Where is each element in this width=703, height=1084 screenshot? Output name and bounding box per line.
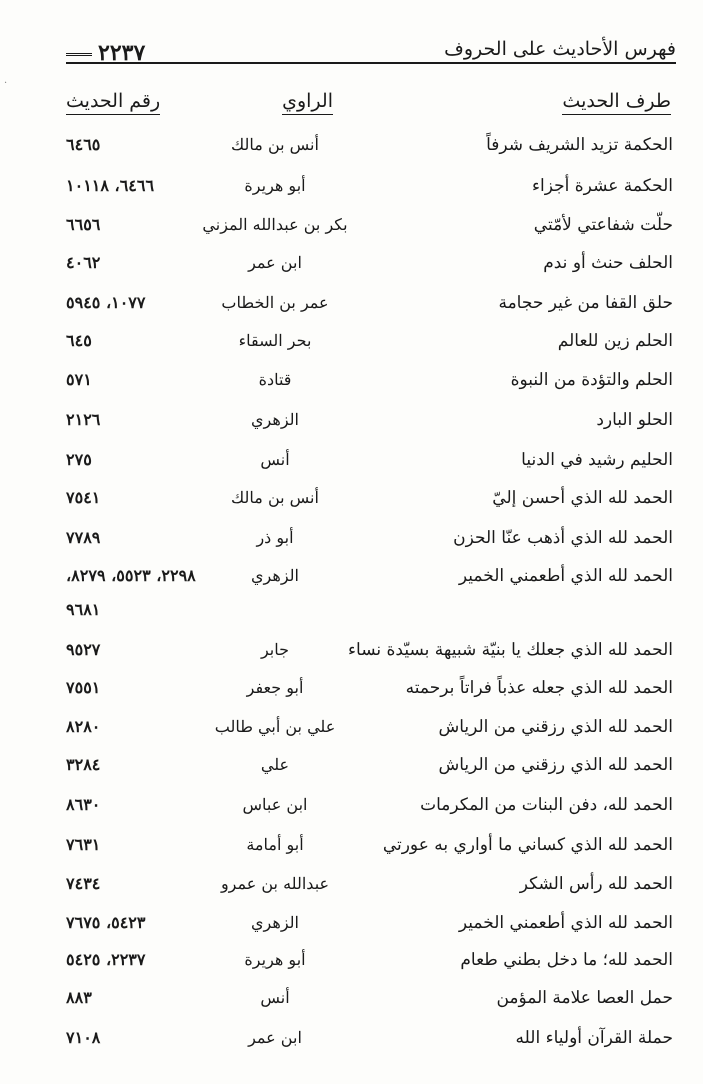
number-cell: ٢١٢٦ (66, 410, 101, 429)
table-row (0, 253, 703, 283)
table-row (0, 717, 703, 747)
number-cell: ٦٦٥٦ (66, 215, 101, 234)
hadith-cell: الحلم والتؤدة من النبوة (510, 370, 673, 390)
table-row (0, 600, 703, 630)
hadith-cell: الحمد لله الذي أحسن إليّ (492, 488, 673, 508)
page-number-text: ٢٢٣٧ (98, 40, 146, 66)
hadith-cell: الحمد لله، دفن البنات من المكرمات (420, 795, 673, 815)
number-cell: ٧٥٥١ (66, 678, 101, 697)
hadith-cell: الحمد لله الذي جعلك يا بنيّة شبيهة بسيّدة نساء (348, 640, 673, 660)
hadith-cell: الحكمة عشرة أجزاء (532, 176, 673, 196)
number-cell: ٧٤٣٤ (66, 874, 101, 893)
table-row (0, 215, 703, 245)
number-cell: ٧١٠٨ (66, 1028, 101, 1047)
narrator-cell: أبو جعفر (246, 678, 304, 697)
number-cell: ٧٦٣١ (66, 835, 101, 854)
number-cell: ٤٠٦٢ (66, 253, 101, 272)
hadith-cell: الحمد لله الذي أذهب عنّا الحزن (453, 528, 673, 548)
table-row (0, 795, 703, 825)
table-row (0, 755, 703, 785)
hadith-cell: الحمد لله الذي كساني ما أواري به عورتي (382, 835, 673, 855)
hadith-cell: الحكمة تزيد الشريف شرفاً (486, 135, 673, 155)
narrator-cell: أبو هريرة (244, 176, 306, 195)
narrator-cell: الزهري (251, 410, 299, 429)
number-cell: ٢٢٣٧، ٥٤٢٥ (66, 950, 146, 969)
table-row (0, 988, 703, 1018)
hadith-cell: الحمد لله الذي رزقني من الرياش (438, 755, 673, 775)
table-row (0, 950, 703, 980)
table-row (0, 640, 703, 670)
narrator-cell: أبو أمامة (246, 835, 304, 854)
column-header-number: رقم الحديث (66, 90, 160, 115)
narrator-cell: علي بن أبي طالب (214, 717, 336, 736)
number-cell: ٨٨٣ (66, 988, 92, 1007)
narrator-cell: جابر (260, 640, 290, 659)
hadith-cell: الحمد لله؛ ما دخل بطني طعام (460, 950, 673, 970)
hadith-cell: حلق القفا من غير حجامة (498, 293, 673, 313)
narrator-cell: أنس (260, 988, 290, 1007)
table-row (0, 566, 703, 596)
number-cell: ٨٢٨٠ (66, 717, 101, 736)
table-row (0, 835, 703, 865)
narrator-cell: الزهري (251, 566, 299, 585)
number-cell: ٧٧٨٩ (66, 528, 101, 547)
table-row (0, 410, 703, 440)
hadith-cell: الحمد لله الذي رزقني من الرياش (438, 717, 673, 737)
narrator-cell: أبو هريرة (244, 950, 306, 969)
page-number-rule (66, 53, 92, 56)
narrator-cell: أنس بن مالك (231, 488, 319, 507)
hadith-cell: الحمد لله الذي أطعمني الخمير (458, 913, 673, 933)
narrator-cell: أنس (260, 450, 290, 469)
table-row (0, 913, 703, 943)
hadith-cell: الحلو البارد (596, 410, 673, 430)
number-cell: ٩٥٢٧ (66, 640, 101, 659)
table-row (0, 874, 703, 904)
hadith-cell: الحليم رشيد في الدنيا (521, 450, 673, 470)
number-cell: ٦٤٦٦، ١٠١١٨ (66, 176, 155, 195)
hadith-cell: الحلم زين للعالم (557, 331, 673, 351)
table-row (0, 370, 703, 400)
margin-mark: · (4, 78, 8, 89)
table-row (0, 528, 703, 558)
narrator-cell: ابن عمر (248, 253, 302, 272)
table-row (0, 488, 703, 518)
narrator-cell: بحر السقاء (238, 331, 312, 350)
number-cell: ٨٦٣٠ (66, 795, 101, 814)
narrator-cell: عمر بن الخطاب (221, 293, 329, 312)
number-cell: ٧٥٤١ (66, 488, 101, 507)
table-row (0, 678, 703, 708)
number-cell: ٦٤٦٥ (66, 135, 101, 154)
table-row (0, 176, 703, 206)
narrator-cell: علي (260, 755, 290, 774)
number-cell: ٣٢٨٤ (66, 755, 101, 774)
table-row (0, 331, 703, 361)
number-cell: ١٠٧٧، ٥٩٤٥ (66, 293, 146, 312)
hadith-cell: الحمد لله الذي أطعمني الخمير (458, 566, 673, 586)
column-header-hadith: طرف الحديث (562, 90, 671, 115)
narrator-cell: الزهري (251, 913, 299, 932)
hadith-cell: حلّت شفاعتي لأمّتي (533, 215, 673, 235)
hadith-cell: الحمد لله الذي جعله عذباً فراتاً برحمته (405, 678, 673, 698)
column-header-narrator: الراوي (282, 90, 333, 115)
number-cell: ٢٧٥ (66, 450, 92, 469)
narrator-cell: أنس بن مالك (231, 135, 319, 154)
number-cell: ٥٤٢٣، ٧٦٧٥ (66, 913, 146, 932)
number-cell: ٥٧١ (66, 370, 92, 389)
table-row (0, 293, 703, 323)
narrator-cell: ابن عباس (242, 795, 308, 814)
header-divider (66, 62, 676, 64)
number-cell: ٩٦٨١ (66, 600, 101, 619)
running-title: فهرس الأحاديث على الحروف (444, 38, 676, 60)
page-header (66, 36, 676, 76)
narrator-cell: ابن عمر (248, 1028, 302, 1047)
narrator-cell: قتادة (258, 370, 292, 389)
hadith-cell: الحلف حنث أو ندم (543, 253, 673, 273)
hadith-cell: الحمد لله رأس الشكر (519, 874, 673, 894)
table-row (0, 135, 703, 165)
narrator-cell: بكر بن عبدالله المزني (202, 215, 348, 234)
hadith-cell: حملة القرآن أولياء الله (515, 1028, 673, 1048)
number-cell: ٦٤٥ (66, 331, 92, 350)
narrator-cell: عبدالله بن عمرو (220, 874, 330, 893)
number-cell: ٢٢٩٨، ٥٥٢٣، ٨٢٧٩، (66, 566, 196, 585)
table-row (0, 450, 703, 480)
table-row (0, 1028, 703, 1058)
narrator-cell: أبو ذر (256, 528, 294, 547)
hadith-cell: حمل العصا علامة المؤمن (496, 988, 673, 1008)
